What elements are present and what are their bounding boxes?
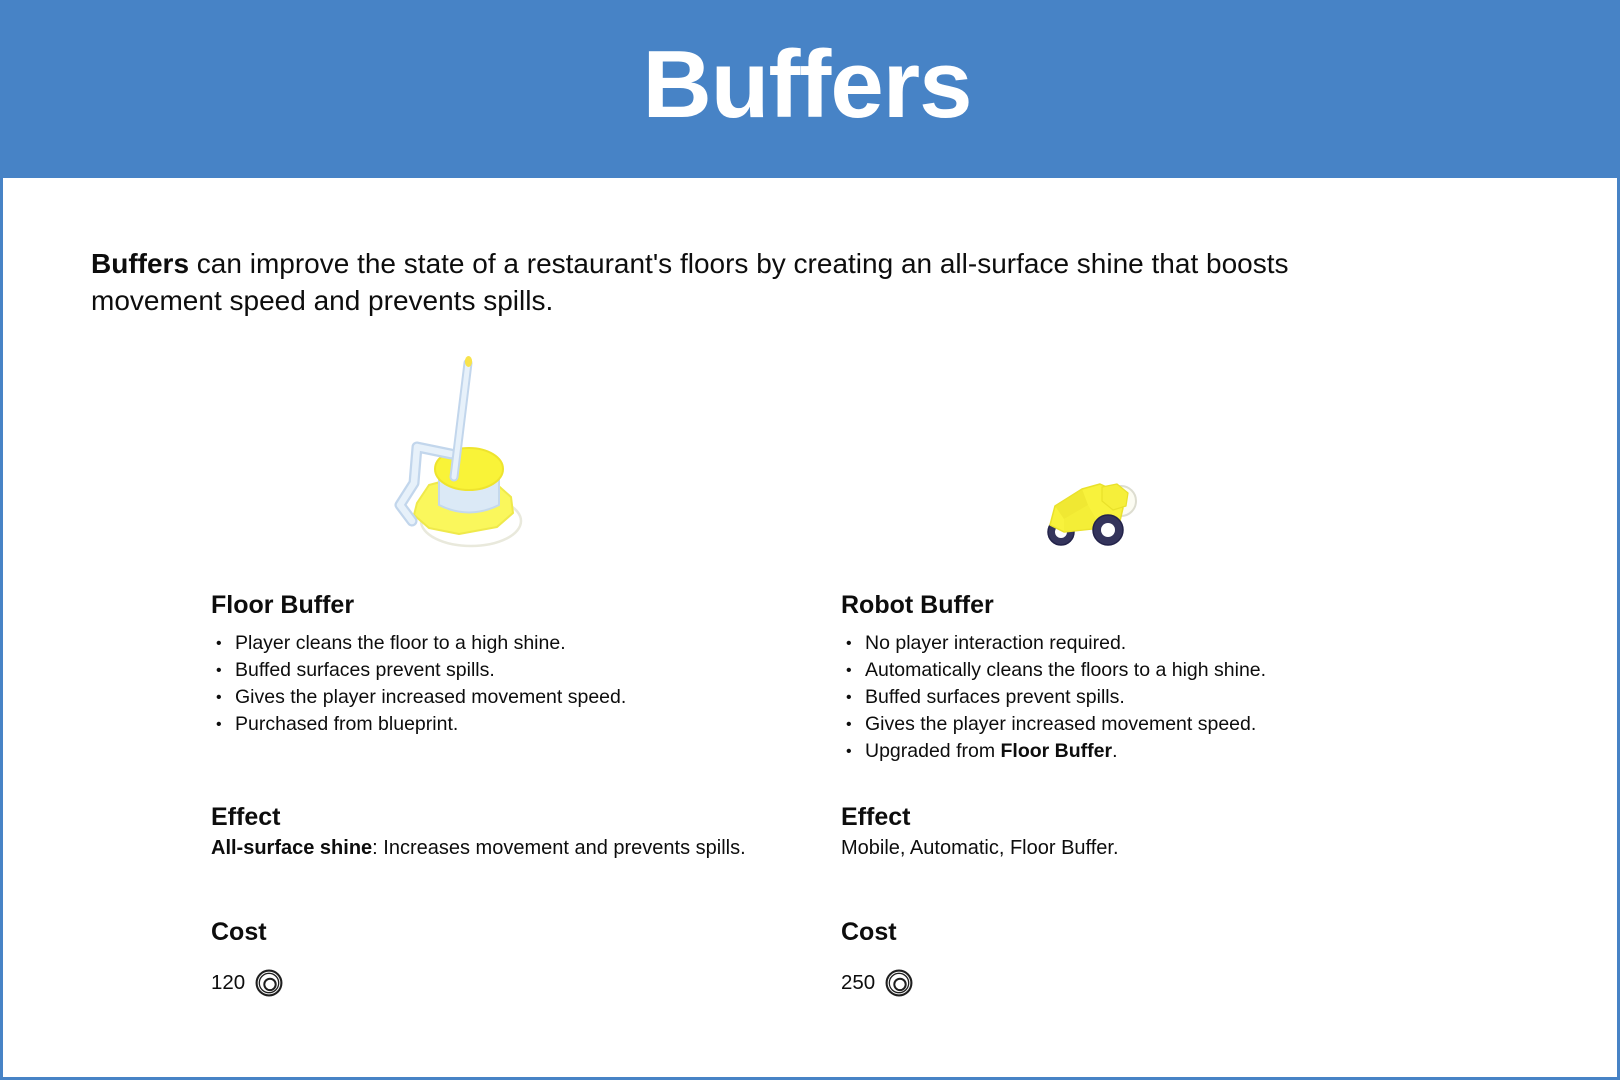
floor-buffer-image-area <box>211 319 841 575</box>
cost-heading: Cost <box>211 918 267 946</box>
bullet-item: • Buffed surfaces prevent spills. <box>841 684 1471 711</box>
effect-text: All-surface shine: Increases movement and prevents spills. <box>211 837 746 859</box>
floor-buffer-info <box>211 575 841 797</box>
page-header <box>0 0 1617 178</box>
floor-buffer-illustration <box>379 355 544 555</box>
cost-heading: Cost <box>841 918 897 946</box>
robot-buffer-info <box>841 575 1471 797</box>
bullet-item: • Purchased from blueprint. <box>211 711 841 738</box>
bullet-item: • Upgraded from Floor Buffer. <box>841 738 1471 765</box>
floor-buffer-column <box>211 319 841 998</box>
bullet-item: • Gives the player increased movement speed. <box>211 684 841 711</box>
floor-buffer-title: Floor Buffer <box>211 591 355 619</box>
intro-text: can improve the state of a restaurant's floors by creating an all-surface shine that boosts movement speed and prevents spills. <box>91 248 1289 316</box>
robot-buffer-title: Robot Buffer <box>841 591 994 619</box>
coin-icon <box>254 968 284 998</box>
robot-buffer-bullet-list <box>841 630 1471 765</box>
bullet-item: • Player cleans the floor to a high shine. <box>211 630 841 657</box>
intro-lead-bold: Buffers <box>91 248 190 279</box>
bullet-item: • Buffed surfaces prevent spills. <box>211 657 841 684</box>
cost-value: 250 <box>841 971 876 994</box>
robot-buffer-effect-section <box>841 797 1471 910</box>
robot-buffer-illustration <box>1009 475 1174 555</box>
robot-buffer-cost-section <box>841 910 1471 998</box>
effect-heading: Effect <box>211 803 281 831</box>
floor-buffer-bullet-list <box>211 630 841 738</box>
page-title: Buffers <box>642 31 972 138</box>
effect-heading: Effect <box>841 803 911 831</box>
floor-buffer-cost-section <box>211 910 841 998</box>
robot-buffer-icon <box>1044 475 1139 555</box>
cost-value: 120 <box>211 971 246 994</box>
floor-buffer-effect-section <box>211 797 841 910</box>
buffer-columns <box>211 319 1617 998</box>
robot-buffer-column <box>841 319 1471 998</box>
bullet-item: • No player interaction required. <box>841 630 1471 657</box>
robot-buffer-image-area <box>841 319 1471 575</box>
cost-row <box>211 968 841 998</box>
cost-row <box>841 968 1471 998</box>
intro-paragraph <box>91 245 1421 319</box>
floor-buffer-icon <box>387 355 537 555</box>
bullet-item: • Gives the player increased movement speed. <box>841 711 1471 738</box>
effect-text: Mobile, Automatic, Floor Buffer. <box>841 837 1119 859</box>
bullet-item: • Automatically cleans the floors to a high shine. <box>841 657 1471 684</box>
coin-icon <box>884 968 914 998</box>
